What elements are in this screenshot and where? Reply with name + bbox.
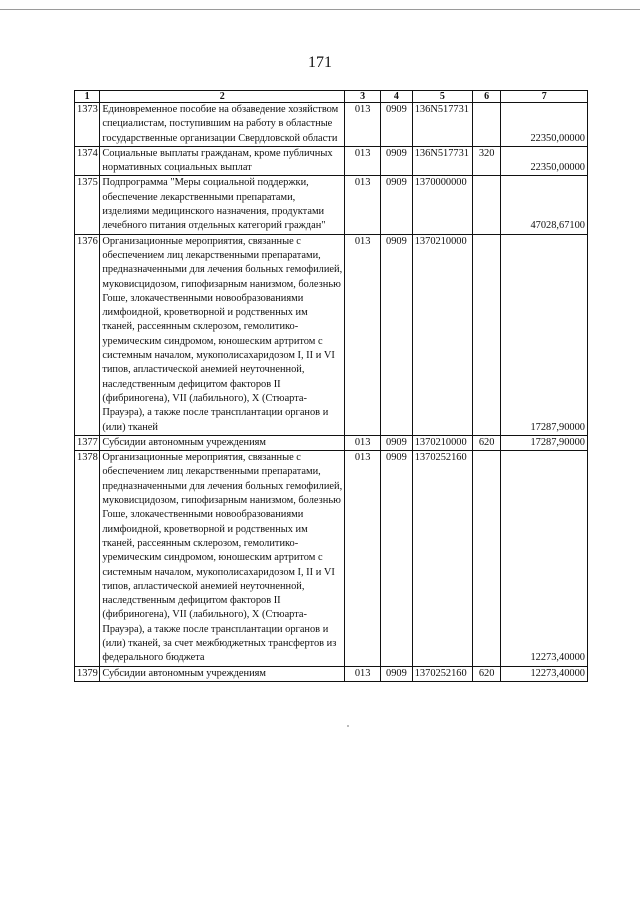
row-department-code: 013 xyxy=(345,103,381,147)
row-number: 1377 xyxy=(75,435,100,450)
scan-speck xyxy=(347,725,349,727)
row-number: 1378 xyxy=(75,451,100,666)
table-row xyxy=(75,146,588,176)
row-section-code: 0909 xyxy=(381,666,413,681)
row-name: Организационные мероприятия, связанные с обеспечением лиц лекарственными препаратами, предназначенными для лечения больных гемофилией, муковисцидозом, гипофизарным нанизмом, болезнью Гоше, злокачественными новообразованиями лимфоидной, кроветворной и родственных им тканей, рассеянным склерозом, гемолитико-уремическим синдромом, юношеским артритом с системным началом, мукополисахаридозом I, II и VI типов, апластической анемией неуточненной, наследственным дефицитом факторов II (фибриногена), VII (лабильного), X (Стюарта-Прауэра), а также после трансплантации органов и (или) тканей xyxy=(100,234,345,435)
row-expense-type: 620 xyxy=(472,435,501,450)
row-name: Субсидии автономным учреждениям xyxy=(100,666,345,681)
row-amount: 17287,90000 xyxy=(501,234,588,435)
row-amount: 12273,40000 xyxy=(501,666,588,681)
row-amount: 47028,67100 xyxy=(501,176,588,234)
row-section-code: 0909 xyxy=(381,176,413,234)
row-section-code: 0909 xyxy=(381,103,413,147)
row-expense-type xyxy=(472,103,501,147)
table-row xyxy=(75,451,588,666)
row-expense-type: 320 xyxy=(472,146,501,176)
table-row xyxy=(75,103,588,147)
column-header: 6 xyxy=(472,91,501,103)
row-number: 1375 xyxy=(75,176,100,234)
row-section-code: 0909 xyxy=(381,146,413,176)
row-target-article: 1370210000 xyxy=(412,234,472,435)
row-name: Подпрограмма "Меры социальной поддержки, обеспечение лекарственными препаратами, изделиями медицинского назначения, продуктами лечебного питания отдельных категорий граждан" xyxy=(100,176,345,234)
row-target-article: 1370210000 xyxy=(412,435,472,450)
row-number: 1373 xyxy=(75,103,100,147)
column-header: 5 xyxy=(412,91,472,103)
row-number: 1379 xyxy=(75,666,100,681)
row-amount: 22350,00000 xyxy=(501,146,588,176)
row-expense-type xyxy=(472,176,501,234)
row-expense-type: 620 xyxy=(472,666,501,681)
row-department-code: 013 xyxy=(345,146,381,176)
table-row xyxy=(75,176,588,234)
row-name: Организационные мероприятия, связанные с обеспечением лиц лекарственными препаратами, предназначенными для лечения больных гемофилией, муковисцидозом, гипофизарным нанизмом, болезнью Гоше, злокачественными новообразованиями лимфоидной, кроветворной и родственных им тканей, рассеянным склерозом, гемолитико-уремическим синдромом, юношеским артритом с системным началом, мукополисахаридозом I, II и VI типов, апластической анемией неуточненной, наследственным дефицитом факторов II (фибриногена), VII (лабильного), X (Стюарта-Прауэра), а также после трансплантации органов и (или) тканей, за счет межбюджетных трансфертов из федерального бюджета xyxy=(100,451,345,666)
row-amount: 12273,40000 xyxy=(501,451,588,666)
row-amount: 22350,00000 xyxy=(501,103,588,147)
row-department-code: 013 xyxy=(345,234,381,435)
row-amount: 17287,90000 xyxy=(501,435,588,450)
header-row xyxy=(75,91,588,103)
column-header: 4 xyxy=(381,91,413,103)
row-section-code: 0909 xyxy=(381,234,413,435)
row-target-article: 136N517731 xyxy=(412,103,472,147)
row-name: Социальные выплаты гражданам, кроме публичных нормативных социальных выплат xyxy=(100,146,345,176)
row-name: Субсидии автономным учреждениям xyxy=(100,435,345,450)
row-expense-type xyxy=(472,451,501,666)
row-section-code: 0909 xyxy=(381,451,413,666)
page-number: 171 xyxy=(308,54,332,71)
row-number: 1374 xyxy=(75,146,100,176)
column-header: 2 xyxy=(100,91,345,103)
budget-table xyxy=(74,90,588,682)
row-department-code: 013 xyxy=(345,451,381,666)
row-number: 1376 xyxy=(75,234,100,435)
table-row xyxy=(75,435,588,450)
row-department-code: 013 xyxy=(345,176,381,234)
row-target-article: 136N517731 xyxy=(412,146,472,176)
row-department-code: 013 xyxy=(345,435,381,450)
row-target-article: 1370252160 xyxy=(412,451,472,666)
row-target-article: 1370252160 xyxy=(412,666,472,681)
row-department-code: 013 xyxy=(345,666,381,681)
scan-edge-line xyxy=(0,9,640,10)
column-header: 3 xyxy=(345,91,381,103)
row-section-code: 0909 xyxy=(381,435,413,450)
row-target-article: 1370000000 xyxy=(412,176,472,234)
table-row xyxy=(75,666,588,681)
column-header: 7 xyxy=(501,91,588,103)
row-expense-type xyxy=(472,234,501,435)
table-row xyxy=(75,234,588,435)
column-header: 1 xyxy=(75,91,100,103)
row-name: Единовременное пособие на обзаведение хозяйством специалистам, поступившим на работу в областные государственные организации Свердловской области xyxy=(100,103,345,147)
